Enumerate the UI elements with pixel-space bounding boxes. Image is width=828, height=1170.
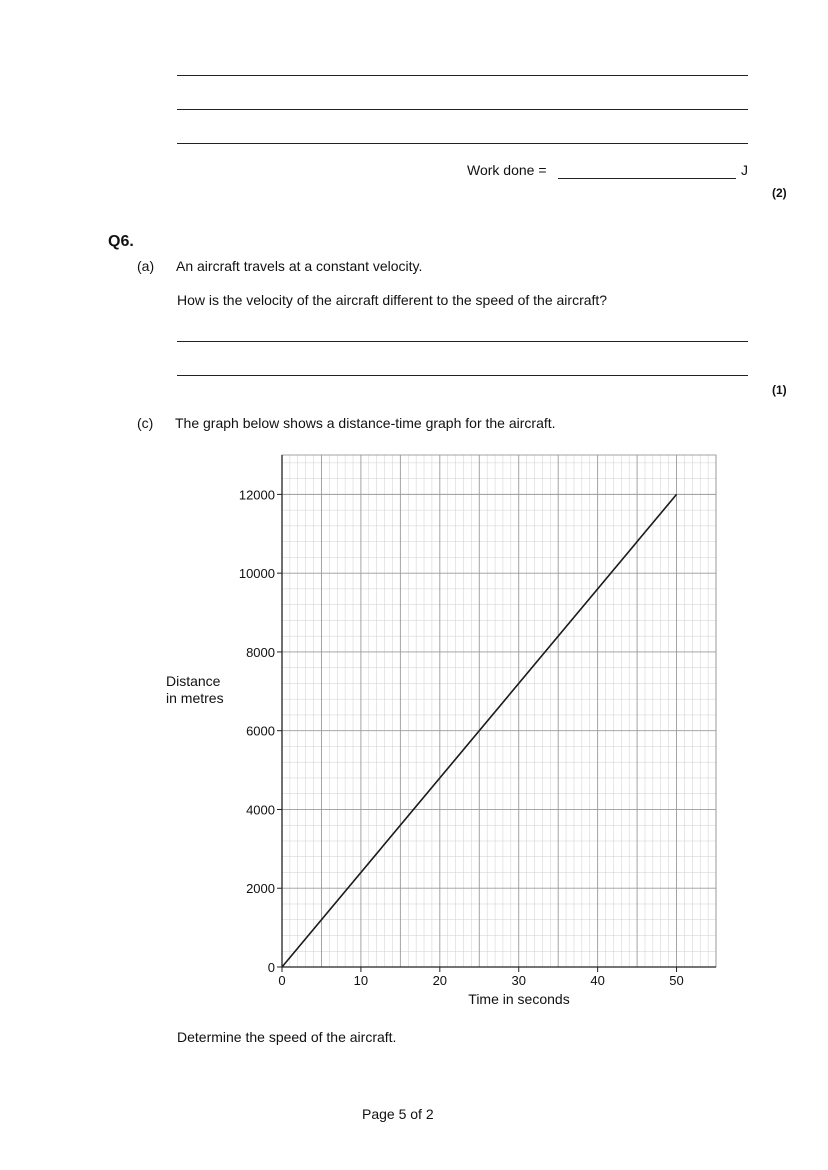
y-tick-label: 2000 [246,881,275,897]
work-done-unit: J [741,162,748,178]
part-c-stem: The graph below shows a distance-time graph for the aircraft. [175,415,556,431]
y-tick-label: 4000 [246,802,275,818]
part-c-task: Determine the speed of the aircraft. [177,1029,397,1045]
x-axis-label: Time in seconds [468,991,570,1007]
part-c-label: (c) [137,415,154,431]
y-axis-label-line-1: Distance [166,673,221,689]
y-tick-label: 12000 [238,487,275,503]
work-done-label: Work done = [467,162,547,178]
x-tick-label: 50 [669,973,684,988]
x-tick-label: 0 [278,973,286,988]
page-number: Page 5 of 2 [362,1106,434,1122]
y-tick-label: 6000 [246,723,275,739]
y-tick-label: 10000 [238,566,275,582]
y-tick-label: 0 [267,960,275,975]
part-a-label: (a) [137,258,155,274]
marks-part-a: (1) [772,383,787,397]
marks-work-done: (2) [772,186,787,200]
x-tick-label: 30 [511,973,526,988]
y-axis-label-line-2: in metres [166,690,224,706]
y-tick-label: 8000 [246,644,275,660]
x-tick-label: 20 [432,973,448,988]
part-a-prompt: How is the velocity of the aircraft different to the speed of the aircraft? [177,292,608,308]
part-a-stem: An aircraft travels at a constant velocity. [176,258,423,274]
x-tick-label: 40 [590,973,605,988]
question-number: Q6. [108,233,134,250]
x-tick-label: 10 [353,973,369,988]
